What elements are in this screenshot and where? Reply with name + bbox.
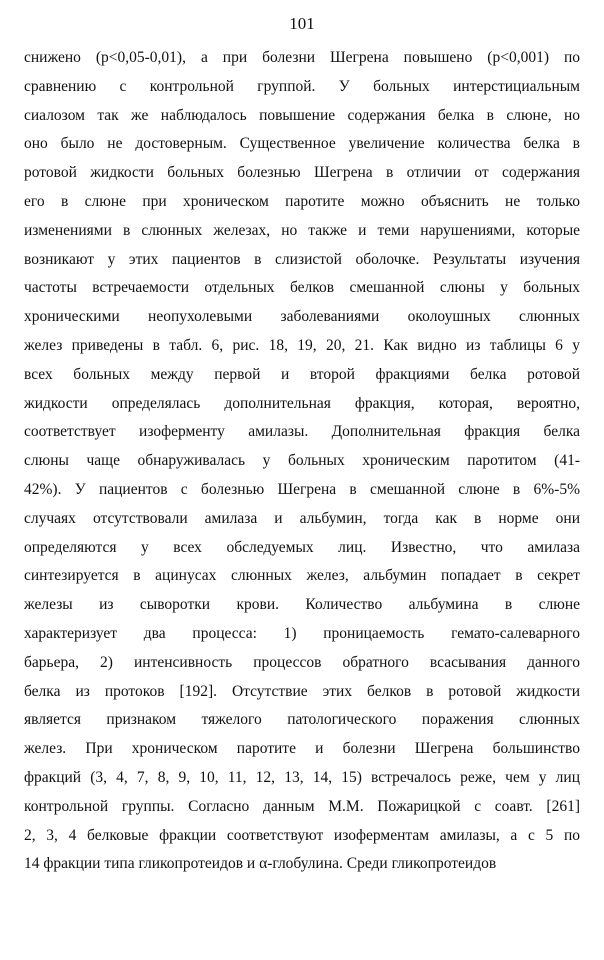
text-line: случаях отсутствовали амилаза и альбумин, тогда как в норме они <box>24 509 580 527</box>
text-line: определяются у всех обследуемых лиц. Известно, что амилаза <box>24 538 580 556</box>
text-line: слюны чаще обнаруживалась у больных хроническим паротитом (41- <box>24 452 580 470</box>
text-line: соответствует изоферменту амилазы. Дополнительная фракция белка <box>24 423 580 441</box>
text-line: 2, 3, 4 белковые фракции соответствуют изоферментам амилазы, а с 5 по <box>24 826 580 844</box>
text-line: контрольной группы. Согласно данным М.М. Пожарицкой с соавт. [261] <box>24 797 580 815</box>
text-line: является признаком тяжелого патологического поражения слюнных <box>24 711 580 729</box>
text-line: всех больных между первой и второй фракциями белка ротовой <box>24 365 580 383</box>
text-line: изменениями в слюнных железах, но также и теми нарушениями, которые <box>24 221 580 239</box>
text-line: ротовой жидкости больных болезнью Шегрена в отличии от содержания <box>24 164 580 182</box>
text-line: жидкости определялась дополнительная фракция, которая, вероятно, <box>24 394 580 412</box>
text-line: характеризует два процесса: 1) проницаемость гемато-салеварного <box>24 624 580 642</box>
text-line: фракций (3, 4, 7, 8, 9, 10, 11, 12, 13, 14, 15) встречалось реже, чем у лиц <box>24 768 580 786</box>
text-line: хроническими неопухолевыми заболеваниями околоушных слюнных <box>24 308 580 326</box>
text-line: возникают у этих пациентов в слизистой оболочке. Результаты изучения <box>24 250 580 268</box>
text-line: железы из сыворотки крови. Количество альбумина в слюне <box>24 596 580 614</box>
text-line: желез. При хроническом паротите и болезни Шегрена большинство <box>24 740 580 758</box>
text-line: его в слюне при хроническом паротите можно объяснить не только <box>24 192 580 210</box>
text-line: синтезируется в ацинусах слюнных желез, альбумин попадает в секрет <box>24 567 580 585</box>
text-line: барьера, 2) интенсивность процессов обратного всасывания данного <box>24 653 580 671</box>
text-line: 14 фракции типа гликопротеидов и α-глобулина. Среди гликопротеидов <box>24 855 497 873</box>
text-line: белка из протоков [192]. Отсутствие этих белков в ротовой жидкости <box>24 682 580 700</box>
text-line: снижено (p<0,05-0,01), а при болезни Шегрена повышено (p<0,001) по <box>24 49 580 66</box>
text-line: сиалозом так же наблюдалось повышение содержания белка в слюне, но <box>24 106 580 124</box>
text-line: 42%). У пациентов с болезнью Шегрена в смешанной слюне в 6%-5% <box>24 480 580 498</box>
text-line: частоты встречаемости отдельных белков смешанной слюны у больных <box>24 279 580 297</box>
text-line: оно было не достоверным. Существенное увеличение количества белка в <box>24 135 580 153</box>
page-number: 101 <box>289 14 315 33</box>
text-line: сравнению с контрольной группой. У больных интерстициальным <box>24 77 580 95</box>
text-line: желез приведены в табл. 6, рис. 18, 19, 20, 21. Как видно из таблицы 6 у <box>24 336 580 354</box>
body-text <box>24 44 580 879</box>
